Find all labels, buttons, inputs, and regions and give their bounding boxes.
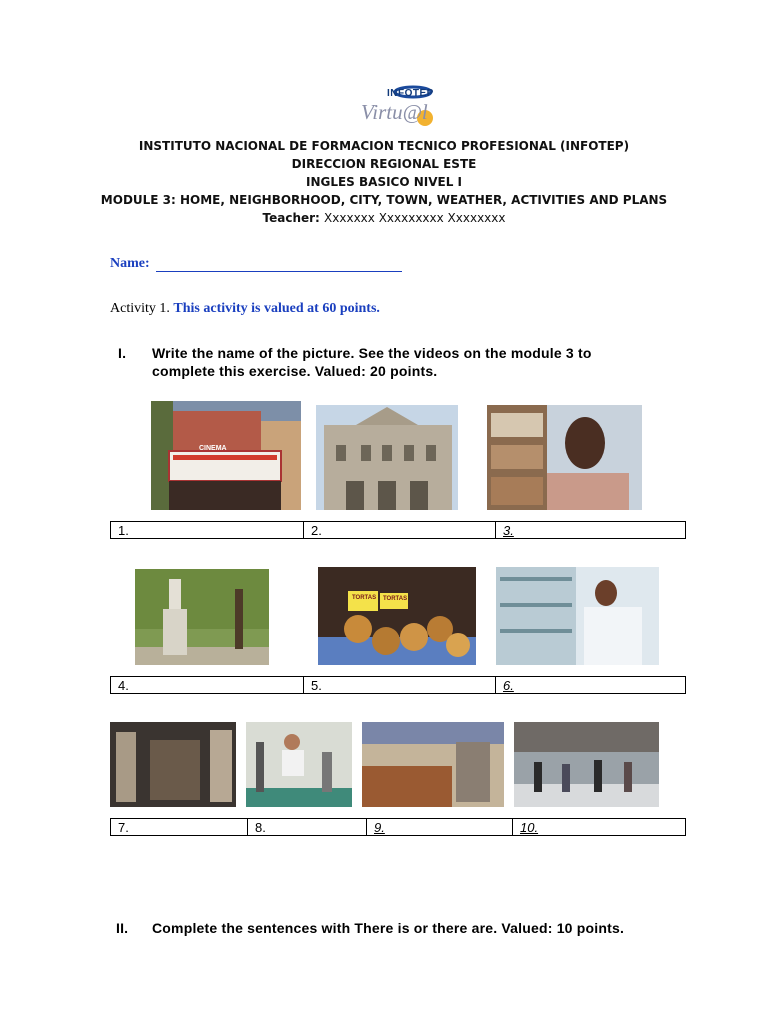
answer-cell-2[interactable]: 2. — [304, 522, 496, 538]
bakery-sign-1: TORTAS — [352, 595, 377, 601]
logo-text-bottom: Virtu@l — [361, 100, 428, 124]
art-gallery-photo — [110, 722, 236, 807]
answer-cell-6[interactable]: 6. — [503, 678, 514, 693]
gym-photo — [246, 722, 352, 807]
librarian-photo — [487, 405, 642, 510]
post-office-photo — [362, 722, 504, 807]
section2-numeral: II. — [116, 920, 129, 936]
teacher-name: Xxxxxxx Xxxxxxxxx Xxxxxxxx — [324, 211, 506, 225]
answer-cell-7[interactable]: 7. — [111, 819, 248, 835]
teacher-label: Teacher: — [262, 211, 320, 225]
logo-text-top: INFOTEP — [387, 88, 434, 99]
street-crowd-photo — [514, 722, 659, 807]
name-field[interactable] — [110, 256, 402, 272]
section2-text: Complete the sentences with There is or there are. Valued: 10 points. — [152, 920, 625, 936]
answer-row-2 — [110, 676, 686, 694]
answer-cell-10[interactable]: 10. — [520, 820, 539, 835]
answer-cell-4[interactable]: 4. — [111, 677, 304, 693]
answer-cell-1[interactable]: 1. — [111, 522, 304, 538]
institute-title: INSTITUTO NACIONAL DE FORMACION TECNICO PROFESIONAL (INFOTEP) — [138, 139, 630, 153]
building-photo — [316, 405, 458, 510]
answer-cell-5[interactable]: 5. — [304, 677, 496, 693]
name-label: Name: — [110, 256, 150, 271]
answer-cell-8[interactable]: 8. — [248, 819, 367, 835]
cinema-marquee-sign: CINEMA — [199, 445, 227, 452]
pharmacist-photo — [496, 567, 659, 665]
direction-title: DIRECCION REGIONAL ESTE — [291, 157, 477, 171]
answer-cell-3[interactable]: 3. — [503, 523, 514, 538]
name-underline[interactable] — [156, 257, 402, 272]
cinema-photo — [151, 401, 301, 510]
module-title: MODULE 3: HOME, NEIGHBORHOOD, CITY, TOWN, WEATHER, ACTIVITIES AND PLANS — [100, 193, 668, 207]
section1-line1: Write the name of the picture. See the videos on the module 3 to — [152, 345, 592, 361]
answer-cell-9[interactable]: 9. — [367, 819, 513, 835]
infotep-logo — [355, 82, 445, 130]
activity-heading — [110, 301, 380, 317]
answer-row-1 — [110, 521, 686, 539]
activity-value: This activity is valued at 60 points. — [173, 301, 380, 316]
bakery-photo — [318, 567, 476, 665]
answer-row-3 — [110, 818, 686, 836]
activity-label: Activity 1. — [110, 301, 170, 316]
bakery-sign-2: TORTAS — [383, 596, 408, 602]
teacher-line — [0, 211, 768, 225]
park-statue-photo — [135, 569, 269, 665]
course-title: INGLES BASICO NIVEL I — [305, 175, 463, 189]
section1-numeral: I. — [118, 345, 127, 361]
section1-line2: complete this exercise. Valued: 20 points. — [152, 363, 438, 379]
